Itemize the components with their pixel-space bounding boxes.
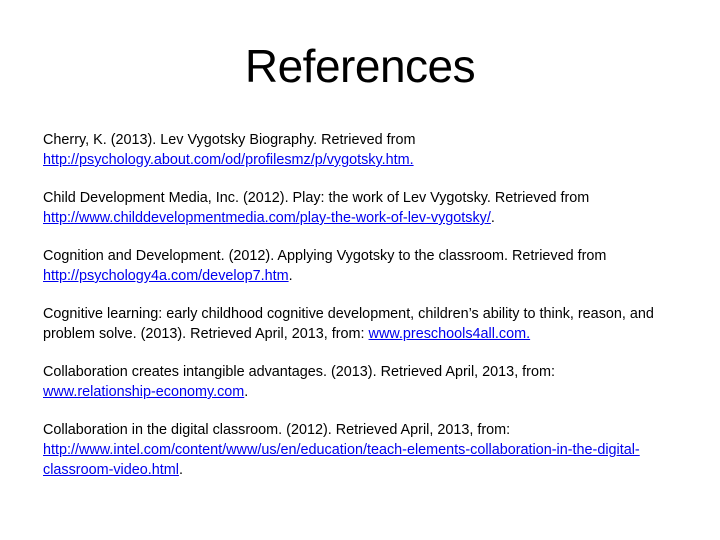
reference-link[interactable]: www.relationship-economy.com <box>43 384 245 400</box>
reference-link[interactable]: http://psychology.about.com/od/profilesmz/p/vygotsky.htm. <box>43 152 414 168</box>
reference-trailing: . <box>178 462 183 478</box>
reference-link[interactable]: http://psychology4a.com/develop7.htm <box>43 268 289 284</box>
reference-link[interactable]: http://www.intel.com/content/www/us/en/education/teach-elements-collaboration-in-the-digital-classroom-video.html <box>43 442 640 478</box>
slide-title: References <box>244 40 476 92</box>
reference-item <box>43 304 688 344</box>
reference-trailing: . <box>288 268 293 284</box>
reference-item <box>43 362 688 402</box>
reference-item <box>43 188 688 228</box>
reference-text: Collaboration in the digital classroom. (2012). Retrieved April, 2013, from: <box>43 422 511 438</box>
reference-item <box>43 420 688 480</box>
reference-trailing: . <box>244 384 249 400</box>
reference-link[interactable]: http://www.childdevelopmentmedia.com/play-the-work-of-lev-vygotsky/ <box>43 210 491 226</box>
reference-text: Child Development Media, Inc. (2012). Play: the work of Lev Vygotsky. Retrieved from <box>43 190 590 206</box>
reference-text: Cherry, K. (2013). Lev Vygotsky Biography. Retrieved from <box>43 132 416 148</box>
reference-item <box>43 130 688 170</box>
reference-link[interactable]: www.preschools4all.com. <box>368 326 531 342</box>
reference-list <box>43 130 688 498</box>
reference-text: Cognition and Development. (2012). Applying Vygotsky to the classroom. Retrieved from <box>43 248 607 264</box>
reference-trailing: . <box>490 210 495 226</box>
reference-text: Cognitive learning: early childhood cognitive development, children’s ability to think, reason, and problem solve. (2013). Retrieved April, 2013, from: <box>43 306 654 342</box>
reference-text: Collaboration creates intangible advantages. (2013). Retrieved April, 2013, from: <box>43 364 555 380</box>
reference-item <box>43 246 688 286</box>
